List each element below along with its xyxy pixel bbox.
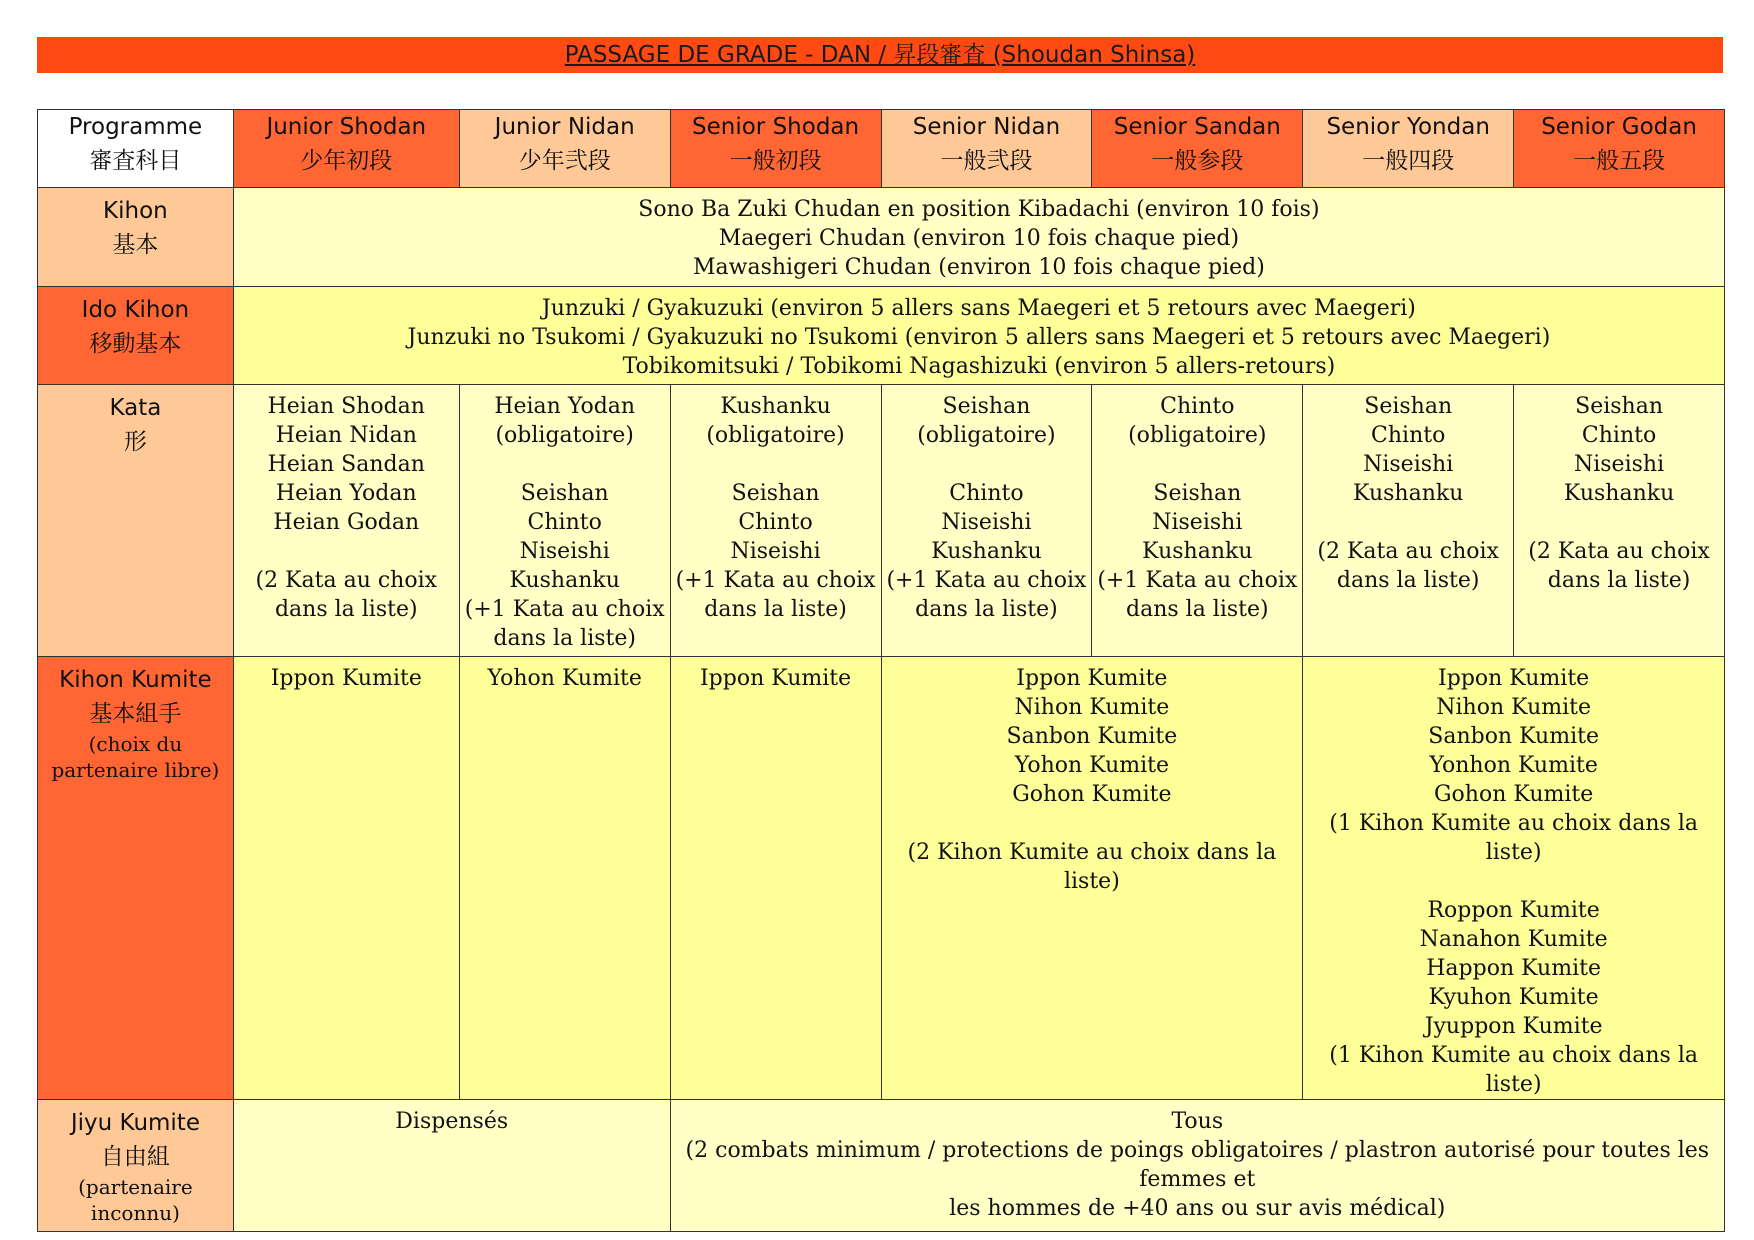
kata-cell <box>459 385 670 657</box>
header-programme-label: Programme <box>68 114 203 140</box>
content-line: Happon Kumite <box>1426 956 1601 981</box>
row-label: Kihon Kumite <box>59 667 212 693</box>
content-line: dans la liste) <box>1336 568 1480 593</box>
header-senior-yondan <box>1303 110 1514 188</box>
spacer-line <box>1307 508 1509 537</box>
grade-kanji: 一般五段 <box>1573 148 1666 174</box>
spacer-line <box>464 450 666 479</box>
jiyu-kumite-row <box>38 1100 1725 1232</box>
row-label-note: (partenaire <box>78 1175 193 1199</box>
grade-name: Junior Nidan <box>494 114 635 140</box>
kihon-kumite-row <box>38 657 1725 1100</box>
content-line: Yohon Kumite <box>487 666 642 691</box>
content-line: Nihon Kumite <box>1436 695 1591 720</box>
spacer-line <box>1307 867 1720 896</box>
content-line: Yohon Kumite <box>1014 753 1170 778</box>
grade-name: Senior Yondan <box>1326 114 1490 140</box>
kata-cell <box>670 385 881 657</box>
grade-requirements-table <box>37 109 1725 1232</box>
content-line: (obligatoire) <box>1128 423 1267 448</box>
grade-name: Senior Nidan <box>912 114 1061 140</box>
content-line: Seishan <box>1364 394 1453 419</box>
page-title: PASSAGE DE GRADE - DAN / 昇段審査 (Shoudan Shinsa) <box>564 42 1196 68</box>
content-line: Ippon Kumite <box>699 666 852 691</box>
kihon-label-cell <box>38 188 234 287</box>
spacer-line <box>238 537 455 566</box>
content-line: Niseishi <box>1152 510 1243 535</box>
content-line: Chinto <box>1371 423 1446 448</box>
content-line: Kushanku <box>1142 539 1253 564</box>
content-line: (obligatoire) <box>917 423 1056 448</box>
content-line: dans la liste) <box>1547 568 1691 593</box>
spacer-line <box>886 450 1088 479</box>
grade-kanji: 一般初段 <box>729 148 822 174</box>
content-line: (2 Kata au choix <box>255 568 438 593</box>
content-line: Junzuki / Gyakuzuki (environ 5 allers sans Maegeri et 5 retours avec Maegeri) <box>541 296 1416 321</box>
content-line: Heian Sandan <box>267 452 425 477</box>
content-line: Seishan <box>942 394 1031 419</box>
content-line: (+1 Kata au choix <box>675 568 876 593</box>
content-line: Heian Shodan <box>267 394 425 419</box>
row-label-note: (choix du <box>88 732 183 756</box>
jiyu-kumite-cell <box>233 1100 670 1232</box>
content-line: (+1 Kata au choix <box>1097 568 1298 593</box>
content-line: Niseishi <box>1573 452 1665 477</box>
content-line: Chinto <box>1581 423 1657 448</box>
content-line: Ippon Kumite <box>1016 666 1168 691</box>
grade-kanji: 一般参段 <box>1151 148 1244 174</box>
header-row <box>38 110 1725 188</box>
content-line: Sono Ba Zuki Chudan en position Kibadachi (environ 10 fois) <box>638 197 1320 222</box>
grade-name: Senior Godan <box>1541 114 1697 140</box>
kata-cell <box>881 385 1092 657</box>
content-line: (2 combats minimum / protections de poings obligatoires / plastron autorisé pour toutes les femmes et <box>685 1138 1710 1192</box>
content-line: Niseishi <box>519 539 610 564</box>
kata-cell <box>1303 385 1514 657</box>
header-senior-godan <box>1514 110 1725 188</box>
kihon-kumite-cell <box>459 657 670 1100</box>
content-line: Gohon Kumite <box>1012 782 1172 807</box>
content-line: Tous <box>1171 1109 1224 1134</box>
grade-name: Senior Shodan <box>692 114 860 140</box>
row-label-kanji: 移動基本 <box>89 331 182 357</box>
header-programme-kanji: 審査科目 <box>89 148 182 174</box>
spacer-line <box>886 809 1299 838</box>
content-line: les hommes de +40 ans ou sur avis médical) <box>949 1196 1446 1221</box>
row-label-kanji: 形 <box>123 429 147 455</box>
content-line: (obligatoire) <box>495 423 634 448</box>
content-line: dans la liste) <box>274 597 418 622</box>
content-line: Kushanku <box>509 568 620 593</box>
grade-kanji: 一般弐段 <box>940 148 1033 174</box>
grade-kanji: 一般四段 <box>1362 148 1455 174</box>
content-line: dans la liste) <box>493 626 636 651</box>
content-line: Heian Nidan <box>275 423 417 448</box>
header-junior-shodan <box>233 110 459 188</box>
content-line: Kushanku <box>1563 481 1675 506</box>
spacer-line <box>675 450 877 479</box>
header-programme <box>38 110 234 188</box>
content-line: Junzuki no Tsukomi / Gyakuzuki no Tsukomi (environ 5 allers sans Maegeri et 5 retours avec Maegeri) <box>407 325 1551 350</box>
grade-name: Senior Sandan <box>1113 114 1281 140</box>
content-line: Yonhon Kumite <box>1429 753 1598 778</box>
content-line: dans la liste) <box>915 597 1058 622</box>
content-line: (2 Kata au choix <box>1528 539 1710 564</box>
content-line: (obligatoire) <box>706 423 845 448</box>
content-line: Mawashigeri Chudan (environ 10 fois chaque pied) <box>693 255 1265 280</box>
ido-kihon-row <box>38 287 1725 385</box>
content-line: Jyuppon Kumite <box>1424 1014 1603 1039</box>
header-junior-nidan <box>459 110 670 188</box>
grade-kanji: 少年弐段 <box>518 148 611 174</box>
content-line: Niseishi <box>730 539 821 564</box>
row-label-note: partenaire libre) <box>51 758 220 782</box>
content-line: (2 Kata au choix <box>1317 539 1499 564</box>
content-line: Seishan <box>731 481 820 506</box>
kihon-kumite-cell <box>881 657 1303 1100</box>
row-label: Kata <box>109 395 162 421</box>
content-line: Nanahon Kumite <box>1419 927 1608 952</box>
jiyu-kumite-label-cell <box>38 1100 234 1232</box>
content-line: Ippon Kumite <box>1438 666 1590 691</box>
content-line: Heian Godan <box>273 510 420 535</box>
row-label: Ido Kihon <box>81 297 190 323</box>
content-line: Heian Yodan <box>275 481 417 506</box>
kihon-content <box>233 188 1724 287</box>
jiyu-kumite-cell <box>670 1100 1724 1232</box>
content-line: Sanbon Kumite <box>1428 724 1599 749</box>
content-line: Niseishi <box>941 510 1032 535</box>
row-label-note: inconnu) <box>90 1201 180 1225</box>
grade-name: Junior Shodan <box>266 114 427 140</box>
kihon-kumite-label-cell <box>38 657 234 1100</box>
content-line: Kushanku <box>1353 481 1464 506</box>
content-line: Tobikomitsuki / Tobikomi Nagashizuki (environ 5 allers-retours) <box>622 354 1336 379</box>
content-line: Kyuhon Kumite <box>1428 985 1599 1010</box>
ido-kihon-content <box>233 287 1724 385</box>
content-line: Nihon Kumite <box>1014 695 1170 720</box>
content-line: Kushanku <box>720 394 831 419</box>
row-label: Kihon <box>103 198 168 224</box>
grade-kanji: 少年初段 <box>300 148 393 174</box>
kihon-kumite-cell <box>1303 657 1725 1100</box>
header-senior-nidan <box>881 110 1092 188</box>
kata-cell <box>1514 385 1725 657</box>
content-line: (1 Kihon Kumite au choix dans la liste) <box>1329 811 1698 865</box>
content-line: Chinto <box>1160 394 1235 419</box>
content-line: (2 Kihon Kumite au choix dans la liste) <box>907 840 1277 894</box>
content-line: (+1 Kata au choix <box>886 568 1087 593</box>
row-label: Jiyu Kumite <box>70 1110 200 1136</box>
content-line: Chinto <box>949 481 1024 506</box>
ido-kihon-label-cell <box>38 287 234 385</box>
row-label-kanji: 基本 <box>112 232 159 258</box>
kata-cell <box>233 385 459 657</box>
row-label-kanji: 基本組手 <box>89 701 182 727</box>
content-line: Chinto <box>738 510 813 535</box>
kihon-kumite-cell <box>233 657 459 1100</box>
spacer-line <box>1096 450 1298 479</box>
content-line: dans la liste) <box>704 597 847 622</box>
kihon-row <box>38 188 1725 287</box>
content-line: Niseishi <box>1363 452 1454 477</box>
content-line: Seishan <box>1575 394 1663 419</box>
content-line: Maegeri Chudan (environ 10 fois chaque pied) <box>718 226 1240 251</box>
content-line: Heian Yodan <box>494 394 636 419</box>
page-title-bar <box>37 37 1723 73</box>
header-senior-sandan <box>1092 110 1303 188</box>
content-line: Gohon Kumite <box>1433 782 1594 807</box>
kihon-kumite-cell <box>670 657 881 1100</box>
content-line: Roppon Kumite <box>1427 898 1600 923</box>
content-line: (+1 Kata au choix <box>464 597 665 622</box>
content-line: Kushanku <box>931 539 1042 564</box>
content-line: (1 Kihon Kumite au choix dans la liste) <box>1329 1043 1698 1097</box>
content-line: Dispensés <box>395 1109 509 1134</box>
row-label-kanji: 自由組 <box>100 1144 170 1170</box>
content-line: Seishan <box>1153 481 1242 506</box>
kata-cell <box>1092 385 1303 657</box>
content-line: Sanbon Kumite <box>1006 724 1178 749</box>
content-line: Chinto <box>527 510 602 535</box>
content-line: Seishan <box>520 481 609 506</box>
kata-row <box>38 385 1725 657</box>
content-line: dans la liste) <box>1126 597 1269 622</box>
content-line: Ippon Kumite <box>270 666 422 691</box>
kata-label-cell <box>38 385 234 657</box>
header-senior-shodan <box>670 110 881 188</box>
spacer-line <box>1518 508 1720 537</box>
